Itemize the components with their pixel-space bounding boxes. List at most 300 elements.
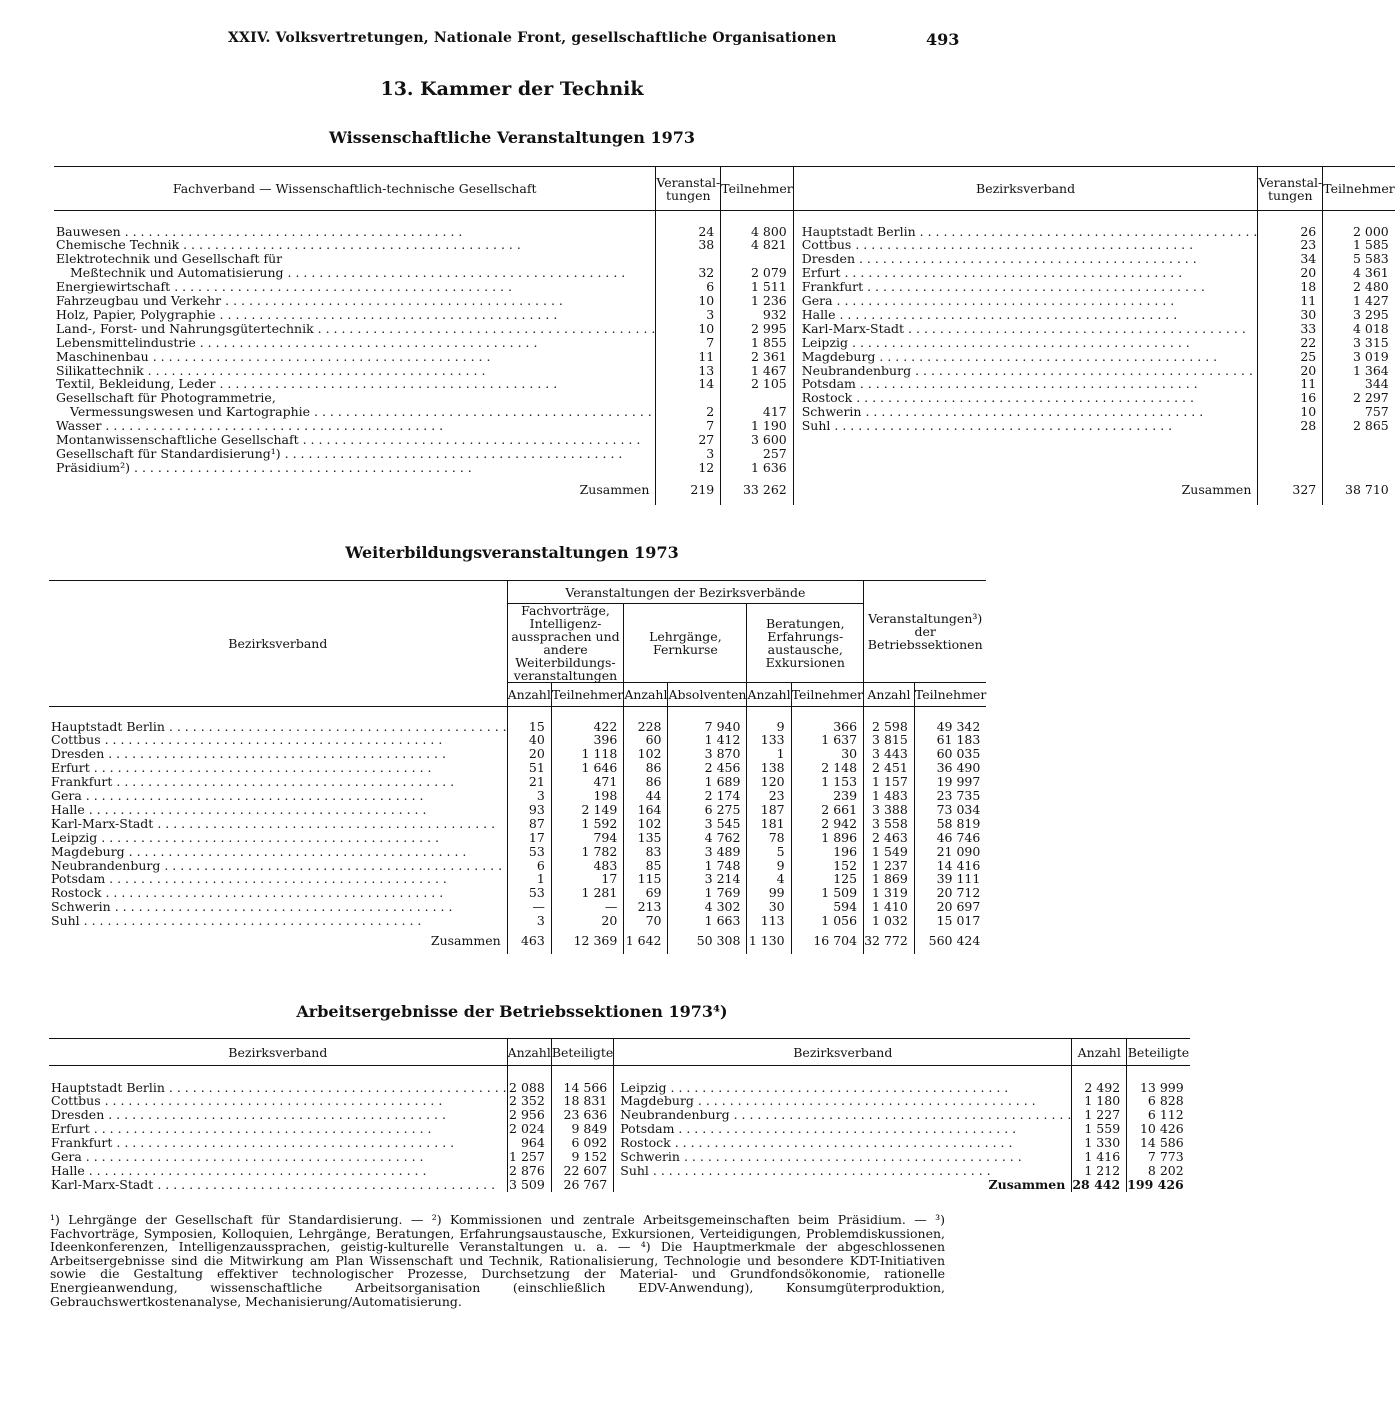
t2-cell: 15 [507,720,551,734]
t1-left-teilnehmer: 257 [721,447,793,461]
t3-right-label [614,1081,1072,1095]
table-row [54,322,1395,336]
t2-cell: 1 056 [791,914,863,928]
t3-right-label-text: Leipzig . . . [614,1081,1071,1095]
t2-row-label-text: Hauptstadt Berlin . . . [49,720,507,734]
t2-cell: 3 [507,789,551,803]
t1-left-label-text: Chemische Technik . . . [54,238,655,252]
t1-left-teilnehmer: 1 511 [721,280,793,294]
t1-right-label-text: Neubrandenburg . . . [794,364,1258,378]
t2-cell: 164 [624,803,668,817]
t1-left-label [54,461,656,475]
t1-right-label [793,405,1258,419]
t2-cell: 1 689 [668,775,747,789]
t1-right-teilnehmer: 3 295 [1323,308,1395,322]
t2-cell: 39 111 [914,872,986,886]
t2-cell: 102 [624,817,668,831]
t3-head-bezirksverband: Bezirksverband [228,1044,328,1060]
t2-total-cell: 560 424 [914,928,986,954]
t1-right-label [793,252,1258,266]
table-row [54,461,1395,475]
t2-cell: 396 [551,733,623,747]
t1-left-label-text: Land-, Forst- und Nahrungsgütertechnik . . . [54,322,655,336]
t2-head-bezirksverband: Bezirksverband [49,581,507,707]
t2-sub-anzahl: Anzahl [507,683,551,707]
t2-head-lehrgaenge: Lehrgänge, Fernkurse [624,604,747,683]
t2-cell: 1 646 [551,761,623,775]
t2-cell: 2 174 [668,789,747,803]
t1-right-label-text: Cottbus . . . [794,238,1258,252]
t1-left-veranstaltungen: 38 [656,238,721,252]
t3-right-beteiligte: 10 426 [1127,1122,1190,1136]
t1-right-veranstaltungen: 20 [1258,364,1323,378]
t2-cell: — [551,900,623,914]
t1-right-veranstaltungen: 18 [1258,280,1323,294]
t1-left-label [54,225,656,239]
t2-cell: 4 [747,872,791,886]
t2-row-label-text: Dresden . . . [49,747,507,761]
t3-left-anzahl: 2 956 [507,1108,551,1122]
t1-head-fachverband: Fachverband — Wissenschaftlich-technische Gesellschaft [172,181,537,196]
table-row [54,350,1395,364]
footnotes: ¹) Lehrgänge der Gesellschaft für Standardisierung. — ²) Kommissionen und zentrale Arbeitsgemeinschaften beim Präsidium. — ³) Fachvorträge, Symposien, Kolloquien, Lehrgänge, Beratungen, Erfahrungsaustausche, Exkursionen, Verteidigungen, Problemdiskussionen, Ideenkonferenzen, Intelligenzaussprachen, geistig-kulturelle Veranstaltungen u. a. — ⁴) Die Hauptmerkmale der abgeschlossenen Arbeitsergebnisse sind die Mitwirkung am Plan Wissenschaft und Technik, Rationalisierung, Technologie und besondere KDT-Initiativen sowie die Gestaltung effektiver technologischer Prozesse, Durchsetzung der Material- und Grundfondsökonomie, rationelle Energieanwendung, wissenschaftliche Arbeitsorganisation (einschließlich EDV-Anwendung), Konsumgüterproduktion, Gebrauchswertkostenanalyse, Mechanisierung/Automatisierung. [50,1212,945,1309]
t3-left-label-text: Erfurt . . . [49,1122,507,1136]
t1-left-teilnehmer: 932 [721,308,793,322]
t2-cell: 9 [747,720,791,734]
t2-cell: 7 940 [668,720,747,734]
table-row [49,859,986,873]
t1-left-label [54,294,656,308]
t3-right-beteiligte: 7 773 [1127,1150,1190,1164]
t3-right-label-text: Suhl . . . [614,1164,1071,1178]
t1-right-veranstaltungen: 26 [1258,225,1323,239]
t3-left-anzahl: 1 257 [507,1150,551,1164]
t1-right-label [793,308,1258,322]
t1-right-total-t: 38 710 [1323,475,1395,505]
t2-cell: 93 [507,803,551,817]
t2-cell: 30 [747,900,791,914]
t1-left-label [54,377,656,391]
t2-cell: 1 782 [551,845,623,859]
t1-right-teilnehmer: 344 [1323,377,1395,391]
t2-cell: 3 489 [668,845,747,859]
t2-cell: 4 762 [668,831,747,845]
t2-cell: 2 598 [864,720,915,734]
t3-right-label-text: Neubrandenburg . . . [614,1108,1071,1122]
t1-left-veranstaltungen: 7 [656,419,721,433]
t3-right-beteiligte: 8 202 [1127,1164,1190,1178]
t2-cell: 19 997 [914,775,986,789]
t1-left-label-text: Wasser . . . [54,419,655,433]
t2-cell: 196 [791,845,863,859]
t3-left-label-text: Frankfurt . . . [49,1136,507,1150]
t2-cell: 1 237 [864,859,915,873]
t3-right-anzahl: 1 559 [1072,1122,1127,1136]
t1-left-teilnehmer: 3 600 [721,433,793,447]
table-row [49,817,986,831]
table1-title: Wissenschaftliche Veranstaltungen 1973 [328,128,696,147]
table-row [49,1094,1190,1108]
t1-left-veranstaltungen: 14 [656,377,721,391]
t2-cell: 3 [507,914,551,928]
table-row [54,252,1395,266]
t2-row-label-text: Schwerin . . . [49,900,507,914]
t3-left-label [49,1108,507,1122]
t1-left-teilnehmer: 1 190 [721,419,793,433]
t1-left-teilnehmer: 1 467 [721,364,793,378]
t2-row-label-text: Neubrandenburg . . . [49,859,507,873]
t2-total-label: Zusammen [430,933,501,949]
t1-left-label-text: Maschinenbau . . . [54,350,655,364]
t1-left-label-text: Textil, Bekleidung, Leder . . . [54,377,655,391]
t2-cell: 5 [747,845,791,859]
t1-left-veranstaltungen: 7 [656,336,721,350]
table-row [49,775,986,789]
t1-right-label [793,294,1258,308]
t1-left-label-text: Silikattechnik . . . [54,364,655,378]
t3-head-beteiligte: Beteiligte [551,1039,613,1066]
t3-right-anzahl: 1 416 [1072,1150,1127,1164]
table-row [54,308,1395,322]
table-row [49,1178,1190,1192]
t2-total-cell: 463 [507,928,551,954]
t2-cell: 1 869 [864,872,915,886]
t2-cell: 53 [507,886,551,900]
t1-left-label-text: Elektrotechnik und Gesellschaft für [56,251,283,267]
t2-row-label-text: Magdeburg . . . [49,845,507,859]
t2-cell: 138 [747,761,791,775]
t1-left-teilnehmer: 4 821 [721,238,793,252]
t2-cell: 794 [551,831,623,845]
t1-right-teilnehmer: 5 583 [1323,252,1395,266]
t2-sub-anzahl: Anzahl [747,683,791,707]
t2-cell: 70 [624,914,668,928]
t1-left-veranstaltungen [656,252,721,266]
t2-cell: 4 302 [668,900,747,914]
t2-total-cell: 16 704 [791,928,863,954]
t3-left-label-text: Dresden . . . [49,1108,507,1122]
table-row [54,238,1395,252]
table-row [49,1136,1190,1150]
t3-right-label [614,1136,1072,1150]
t2-cell: 1 663 [668,914,747,928]
table2-title: Weiterbildungsveranstaltungen 1973 [345,543,679,562]
table-row [54,364,1395,378]
t1-left-label [54,336,656,350]
table-row [49,831,986,845]
t1-right-teilnehmer: 2 297 [1323,391,1395,405]
t2-cell: 181 [747,817,791,831]
t1-left-teilnehmer: 2 995 [721,322,793,336]
t1-left-label-text: Gesellschaft für Standardisierung¹) . . . [54,447,655,461]
t3-head-anzahl: Anzahl [507,1039,551,1066]
table-row [54,391,1395,405]
t1-right-label-text: Dresden . . . [794,252,1258,266]
table-row [49,1122,1190,1136]
t1-left-label [54,433,656,447]
t2-row-label [49,845,507,859]
t1-left-veranstaltungen: 3 [656,447,721,461]
t1-right-teilnehmer: 2 000 [1323,225,1395,239]
t3-left-label-text: Cottbus . . . [49,1094,507,1108]
t2-cell: 99 [747,886,791,900]
t2-cell: 21 090 [914,845,986,859]
t2-row-label [49,775,507,789]
table3 [49,1038,1190,1192]
t3-right-anzahl: 2 492 [1072,1081,1127,1095]
t1-left-veranstaltungen: 13 [656,364,721,378]
t2-cell: 1 637 [791,733,863,747]
table-row [49,845,986,859]
t1-left-teilnehmer [721,252,793,266]
t2-cell: 366 [791,720,863,734]
t1-left-label [54,364,656,378]
t1-left-label-text: Montanwissenschaftliche Gesellschaft . . . [54,433,655,447]
t1-left-veranstaltungen: 24 [656,225,721,239]
t1-right-label [793,419,1258,433]
t1-right-label [793,322,1258,336]
t1-right-teilnehmer: 4 361 [1323,266,1395,280]
t1-right-veranstaltungen: 34 [1258,252,1323,266]
t2-cell: 60 035 [914,747,986,761]
t1-right-teilnehmer: 4 018 [1323,322,1395,336]
t3-left-anzahl: 2 088 [507,1081,551,1095]
t1-right-teilnehmer: 3 315 [1323,336,1395,350]
table-row [54,419,1395,433]
t2-cell: 1 032 [864,914,915,928]
t3-total-beteiligte: 199 426 [1127,1178,1190,1192]
t2-cell: 422 [551,720,623,734]
t1-left-label [54,419,656,433]
t2-head-beratungen: Beratungen, Erfahrungs-austausche, Exkursionen [747,604,864,683]
t3-right-label [614,1108,1072,1122]
t1-left-teilnehmer: 2 361 [721,350,793,364]
t2-head-group-bezirk: Veranstaltungen der Bezirksverbände [507,581,863,604]
t3-total-anzahl: 28 442 [1072,1178,1127,1192]
t2-cell: 3 443 [864,747,915,761]
t2-cell: 51 [507,761,551,775]
t3-left-beteiligte: 22 607 [551,1164,613,1178]
table1 [54,166,1395,505]
t2-sub-teilnehmer: Teilnehmer [914,683,986,707]
t1-right-veranstaltungen: 30 [1258,308,1323,322]
table-row [54,336,1395,350]
table2 [49,580,986,954]
t2-cell: 228 [624,720,668,734]
t1-left-label [54,280,656,294]
t1-right-teilnehmer: 1 427 [1323,294,1395,308]
t1-right-veranstaltungen: 25 [1258,350,1323,364]
t3-right-label [614,1164,1072,1178]
t2-cell: 9 [747,859,791,873]
t2-cell: 2 463 [864,831,915,845]
t3-left-label-text: Karl-Marx-Stadt . . . [49,1178,507,1192]
t2-cell: 2 149 [551,803,623,817]
t2-cell: 115 [624,872,668,886]
t1-right-label [793,238,1258,252]
t1-left-veranstaltungen: 10 [656,294,721,308]
t2-sub-absolventen: Absolventen [668,683,747,707]
t1-head-teilnehmer: Teilnehmer [721,167,793,211]
t1-right-veranstaltungen: 23 [1258,238,1323,252]
table-row [54,294,1395,308]
t1-left-veranstaltungen: 32 [656,266,721,280]
t2-cell: 61 183 [914,733,986,747]
t2-cell: 3 214 [668,872,747,886]
t1-right-veranstaltungen: 28 [1258,419,1323,433]
t1-right-label [793,266,1258,280]
t2-cell: 3 558 [864,817,915,831]
t3-right-beteiligte: 6 112 [1127,1108,1190,1122]
t3-left-beteiligte: 23 636 [551,1108,613,1122]
t2-cell: 213 [624,900,668,914]
t2-cell: 21 [507,775,551,789]
t2-cell: 20 697 [914,900,986,914]
t2-cell: 78 [747,831,791,845]
t3-left-label [49,1164,507,1178]
t2-row-label [49,886,507,900]
table1-total-row [54,475,1395,505]
t3-left-label [49,1081,507,1095]
t2-cell: 49 342 [914,720,986,734]
t2-cell: 58 819 [914,817,986,831]
table-row [54,266,1395,280]
t1-left-teilnehmer [721,391,793,405]
t1-head-veranstaltungen2: Veranstal-tungen [1258,167,1323,211]
t2-sub-anzahl: Anzahl [864,683,915,707]
t3-left-anzahl: 2 876 [507,1164,551,1178]
t1-left-veranstaltungen: 6 [656,280,721,294]
t3-right-label [614,1150,1072,1164]
t3-head-bezirksverband2: Bezirksverband [614,1039,1072,1066]
t3-left-label [49,1094,507,1108]
t2-cell: 2 661 [791,803,863,817]
table-row [49,1164,1190,1178]
t2-cell: 187 [747,803,791,817]
t1-right-total-v: 327 [1258,475,1323,505]
t1-right-label [793,280,1258,294]
t3-left-label-text: Gera . . . [49,1150,507,1164]
t2-cell: 133 [747,733,791,747]
page-number: 493 [926,30,960,49]
t1-right-teilnehmer: 1 364 [1323,364,1395,378]
t1-left-label-text: Bauwesen . . . [54,225,655,239]
t2-cell: 1 769 [668,886,747,900]
t2-head-fachvortraege: Fachvorträge, Intelligenz-aussprachen und andere Weiterbildungs-veranstaltungen [507,604,624,683]
t2-cell: 594 [791,900,863,914]
t1-right-veranstaltungen: 20 [1258,266,1323,280]
t3-right-anzahl: 1 330 [1072,1136,1127,1150]
t2-cell: 1 118 [551,747,623,761]
t3-left-anzahl: 2 024 [507,1122,551,1136]
t3-total-label: Zusammen [614,1178,1072,1192]
t1-right-label-text: Leipzig . . . [794,336,1258,350]
t1-left-label [54,391,656,405]
t3-left-beteiligte: 14 566 [551,1081,613,1095]
t3-right-label-text: Rostock . . . [614,1136,1071,1150]
t1-right-total-label: Zusammen [793,475,1258,505]
t3-left-label [49,1136,507,1150]
t1-right-label-text: Hauptstadt Berlin . . . [794,225,1258,239]
section-title: 13. Kammer der Technik [380,78,644,100]
t2-cell: 152 [791,859,863,873]
t2-row-label-text: Gera . . . [49,789,507,803]
t3-left-anzahl: 2 352 [507,1094,551,1108]
t1-left-label-text: Vermessungswesen und Kartographie . . . [54,405,655,419]
t2-cell: 15 017 [914,914,986,928]
t2-cell: — [507,900,551,914]
t1-left-veranstaltungen: 11 [656,350,721,364]
t2-cell: 86 [624,761,668,775]
t3-left-label [49,1150,507,1164]
t1-left-veranstaltungen: 10 [656,322,721,336]
t2-row-label [49,817,507,831]
table-row [54,225,1395,239]
t3-right-label-text: Schwerin . . . [614,1150,1071,1164]
table-row [54,433,1395,447]
table-row [49,747,986,761]
t3-right-anzahl: 1 180 [1072,1094,1127,1108]
t2-row-label [49,803,507,817]
t2-cell: 1 896 [791,831,863,845]
t2-cell: 40 [507,733,551,747]
t1-right-teilnehmer: 1 585 [1323,238,1395,252]
t2-cell: 1 319 [864,886,915,900]
t1-left-veranstaltungen: 2 [656,405,721,419]
t2-cell: 36 490 [914,761,986,775]
t2-cell: 2 456 [668,761,747,775]
t2-cell: 23 [747,789,791,803]
t1-left-veranstaltungen [656,391,721,405]
t1-left-teilnehmer: 2 079 [721,266,793,280]
t1-right-label [793,377,1258,391]
t2-total-cell: 1 642 [624,928,668,954]
t2-row-label-text: Leipzig . . . [49,831,507,845]
t2-cell: 1 [507,872,551,886]
t2-cell: 6 275 [668,803,747,817]
t1-left-label [54,238,656,252]
t1-right-label [793,350,1258,364]
t1-right-label [793,225,1258,239]
t1-left-label-text: Präsidium²) . . . [54,461,655,475]
t2-cell: 46 746 [914,831,986,845]
t2-cell: 3 388 [864,803,915,817]
table-row [54,377,1395,391]
t1-left-teilnehmer: 2 105 [721,377,793,391]
t2-cell: 83 [624,845,668,859]
t2-cell: 135 [624,831,668,845]
t1-left-total-label: Zusammen [579,481,650,497]
t2-row-label [49,720,507,734]
t2-row-label [49,761,507,775]
t2-cell: 44 [624,789,668,803]
t2-row-label-text: Rostock . . . [49,886,507,900]
t1-right-teilnehmer: 2 865 [1323,419,1395,433]
t2-cell: 69 [624,886,668,900]
t1-left-teilnehmer: 1 855 [721,336,793,350]
table-row [54,405,1395,419]
t3-head-anzahl2: Anzahl [1072,1039,1127,1066]
t2-total-cell: 32 772 [864,928,915,954]
t1-right-label-text: Erfurt . . . [794,266,1258,280]
t3-left-beteiligte: 26 767 [551,1178,613,1192]
table3-title: Arbeitsergebnisse der Betriebssektionen 1973⁴) [296,1002,728,1021]
t1-left-label [54,322,656,336]
table-row [54,280,1395,294]
t2-cell: 198 [551,789,623,803]
t1-right-veranstaltungen: 33 [1258,322,1323,336]
t1-left-teilnehmer: 4 800 [721,225,793,239]
